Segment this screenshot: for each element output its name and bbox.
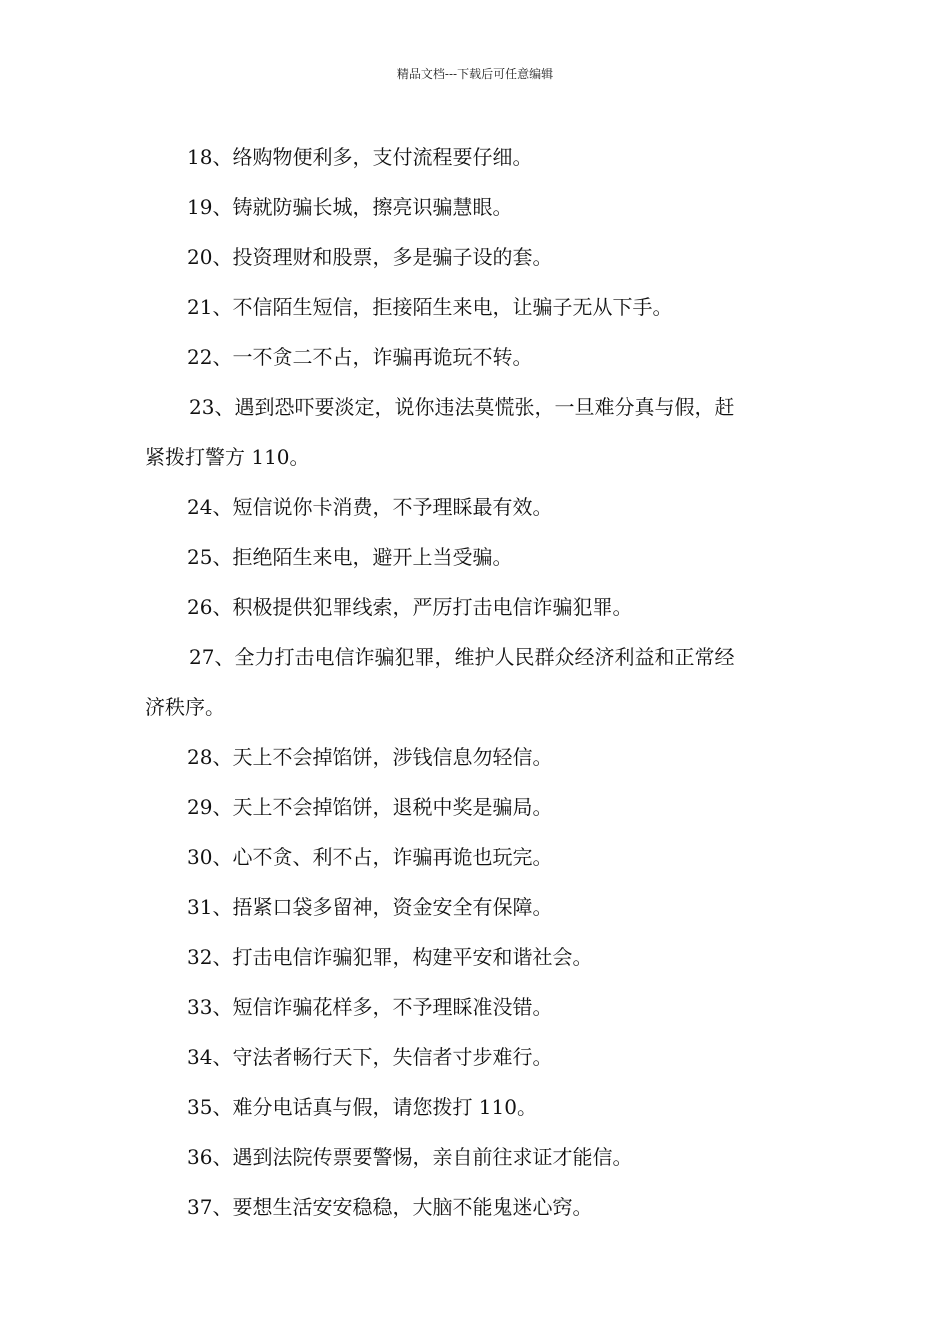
list-item-continuation: 济秩序。 [145,695,225,719]
list-item: 28、天上不会掉馅饼，涉钱信息勿轻信。 [187,745,553,769]
list-item: 27、全力打击电信诈骗犯罪，维护人民群众经济利益和正常经 [189,645,735,669]
list-item: 19、铸就防骗长城，擦亮识骗慧眼。 [187,195,513,219]
list-item: 33、短信诈骗花样多，不予理睬准没错。 [187,995,553,1019]
list-item: 26、积极提供犯罪线索，严厉打击电信诈骗犯罪。 [187,595,633,619]
list-item: 30、心不贪、利不占，诈骗再诡也玩完。 [187,845,553,869]
list-item: 25、拒绝陌生来电，避开上当受骗。 [187,545,513,569]
list-item: 34、守法者畅行天下，失信者寸步难行。 [187,1045,553,1069]
list-item: 36、遇到法院传票要警惕，亲自前往求证才能信。 [187,1145,633,1169]
list-item: 20、投资理财和股票，多是骗子设的套。 [187,245,553,269]
page-header: 精品文档---下载后可任意编辑 [396,67,554,81]
list-item: 24、短信说你卡消费，不予理睬最有效。 [187,495,553,519]
list-item: 18、络购物便利多，支付流程要仔细。 [187,145,533,169]
list-item: 21、不信陌生短信，拒接陌生来电，让骗子无从下手。 [187,295,673,319]
list-item: 32、打击电信诈骗犯罪，构建平安和谐社会。 [187,945,593,969]
list-item-continuation: 紧拨打警方 110。 [145,445,310,469]
list-item: 35、难分电话真与假，请您拨打 110。 [187,1095,537,1119]
list-item: 31、捂紧口袋多留神，资金安全有保障。 [187,895,553,919]
list-item: 22、一不贪二不占，诈骗再诡玩不转。 [187,345,533,369]
list-item: 37、要想生活安安稳稳，大脑不能鬼迷心窍。 [187,1195,593,1219]
list-item: 29、天上不会掉馅饼，退税中奖是骗局。 [187,795,553,819]
slogan-list [145,132,810,1232]
list-item: 23、遇到恐吓要淡定，说你违法莫慌张，一旦难分真与假，赶 [189,395,735,419]
